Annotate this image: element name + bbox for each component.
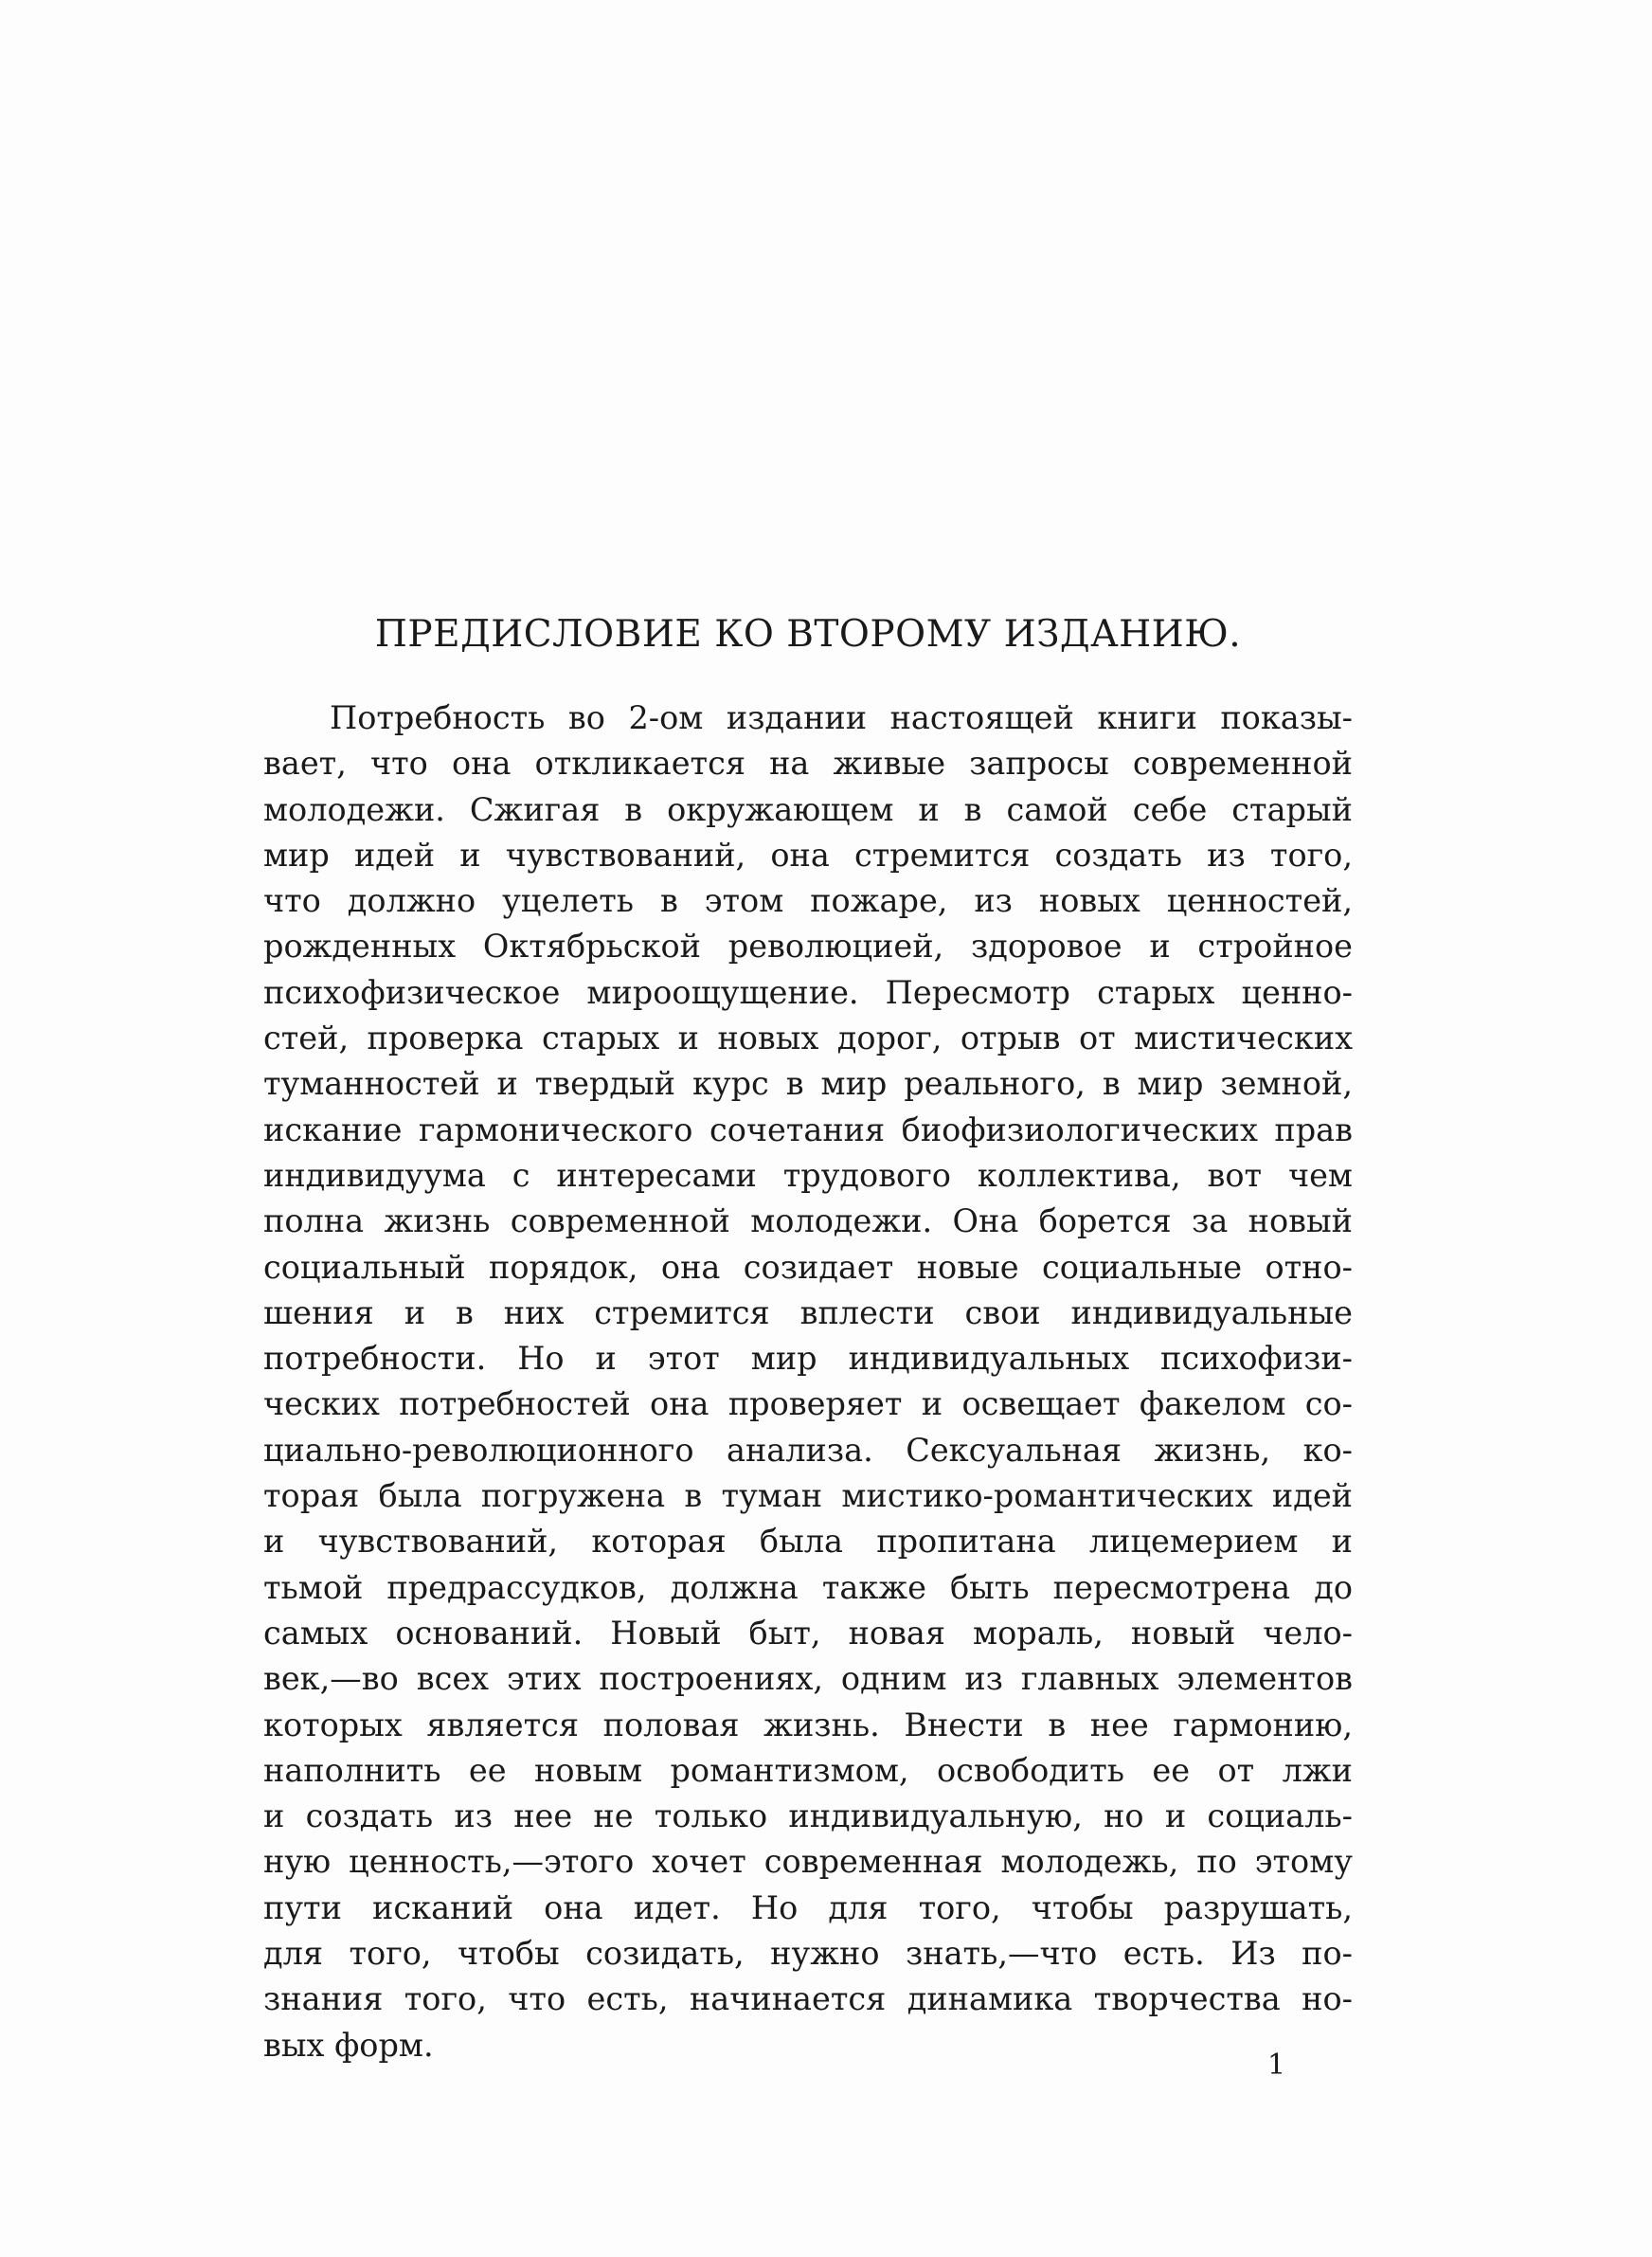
page-number: 1 bbox=[1267, 2049, 1286, 2082]
text-line: стей, проверка старых и новых дорог, отрыв от мистических bbox=[263, 1020, 1353, 1057]
page-title: ПРЕДИСЛОВИЕ КО ВТОРОМУ ИЗДАНИЮ. bbox=[374, 613, 1242, 656]
text-line: ческих потребностей она проверяет и освещает факелом со- bbox=[263, 1385, 1353, 1423]
text-line: туманностей и твердый курс в мир реального, в мир земной, bbox=[263, 1065, 1353, 1103]
text-line: самых оснований. Новый быт, новая мораль, новый чело- bbox=[263, 1614, 1353, 1652]
text-line: век,—во всех этих построениях, одним из главных элементов bbox=[263, 1660, 1353, 1698]
text-line: наполнить ее новым романтизмом, освободить ее от лжи bbox=[263, 1751, 1353, 1789]
text-line: потребности. Но и этот мир индивидуальных психофизи- bbox=[263, 1340, 1353, 1378]
text-line: ную ценность,—этого хочет современная молодежь, по этому bbox=[263, 1843, 1353, 1881]
text-line: тьмой предрассудков, должна также быть пересмотрена до bbox=[263, 1568, 1353, 1606]
text-line: индивидуума с интересами трудового коллектива, вот чем bbox=[263, 1156, 1353, 1194]
text-line: и чувствований, которая была пропитана лицемерием и bbox=[263, 1523, 1353, 1561]
text-line: пути исканий она идет. Но для того, чтобы разрушать, bbox=[263, 1888, 1353, 1926]
text-line: и создать из нее не только индивидуальную, но и социаль- bbox=[263, 1797, 1353, 1835]
text-line: Потребность во 2-ом издании настоящей книги показы- bbox=[330, 699, 1353, 736]
text-line: для того, чтобы созидать, нужно знать,—что есть. Из по- bbox=[263, 1935, 1353, 1973]
text-line: вает, что она откликается на живые запросы современной bbox=[263, 745, 1353, 783]
text-line: искание гармонического сочетания биофизиологических прав bbox=[263, 1110, 1353, 1148]
text-line: вых форм. bbox=[263, 2026, 434, 2064]
text-line: которых является половая жизнь. Внести в нее гармонию, bbox=[263, 1706, 1353, 1743]
text-line: молодежи. Сжигая в окружающем и в самой себе старый bbox=[263, 790, 1353, 828]
preface-body bbox=[263, 695, 1353, 2068]
text-line: рожденных Октябрьской революцией, здоровое и стройное bbox=[263, 928, 1353, 966]
text-line: психофизическое мироощущение. Пересмотр старых ценно- bbox=[263, 973, 1353, 1011]
text-line: полна жизнь современной молодежи. Она борется за новый bbox=[263, 1202, 1353, 1240]
text-line: социальный порядок, она созидает новые социальные отно- bbox=[263, 1248, 1353, 1286]
text-line: мир идей и чувствований, она стремится создать из того, bbox=[263, 836, 1353, 874]
text-line: знания того, что есть, начинается динамика творчества но- bbox=[263, 1980, 1353, 2018]
text-line: торая была погружена в туман мистико-романтических идей bbox=[263, 1477, 1353, 1515]
text-line: шения и в них стремится вплести свои индивидуальные bbox=[263, 1293, 1353, 1331]
text-line: циально-революционного анализа. Сексуальная жизнь, ко- bbox=[263, 1431, 1353, 1469]
text-line: что должно уцелеть в этом пожаре, из новых ценностей, bbox=[263, 882, 1353, 920]
